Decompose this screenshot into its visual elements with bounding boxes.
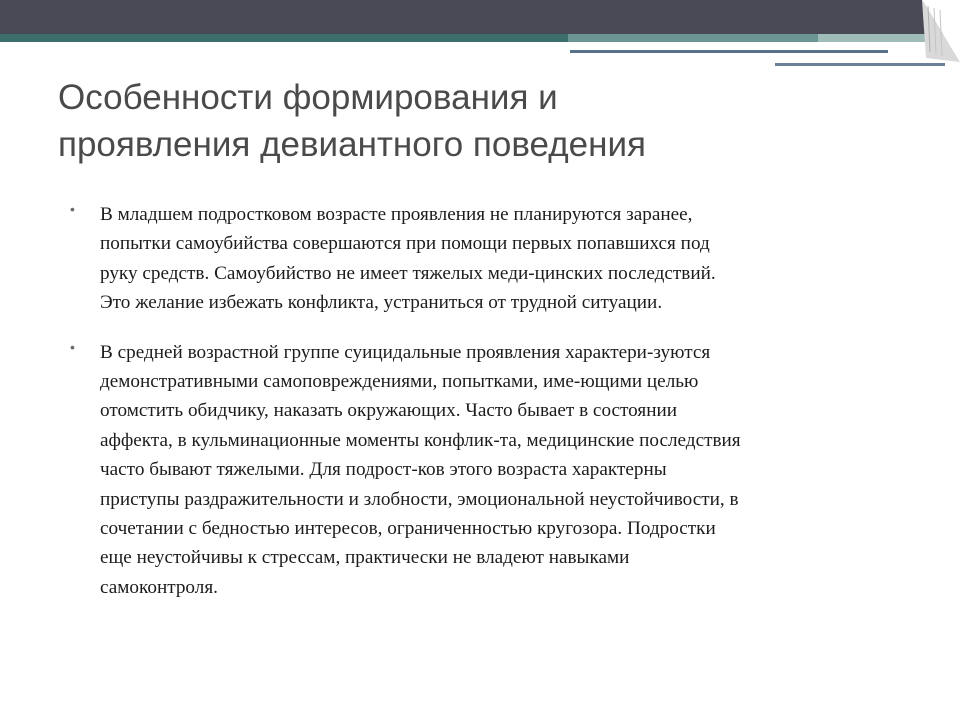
bullet-icon: • bbox=[70, 201, 75, 217]
slide-title bbox=[58, 74, 918, 168]
text-line: В средней возрастной группе суицидальные проявления характери-зуются bbox=[100, 341, 711, 363]
header-teal-band bbox=[0, 34, 568, 42]
text-line: часто бывают тяжелыми. Для подрост-ков этого возраста характерны bbox=[100, 459, 667, 481]
list-item bbox=[70, 338, 910, 603]
text-line: приступы раздражительности и злобности, эмоциональной неустойчивости, в bbox=[100, 488, 739, 510]
text-line: Это желание избежать конфликта, устраниться от трудной ситуации. bbox=[100, 292, 663, 314]
list-item-text bbox=[100, 338, 910, 603]
bullet-icon: • bbox=[70, 338, 75, 355]
list-item-text bbox=[100, 200, 910, 318]
text-line: самоконтроля. bbox=[100, 576, 218, 598]
bullet-list bbox=[70, 200, 910, 622]
text-line: сочетании с бедностью интересов, ограниченностью кругозора. Подростки bbox=[100, 518, 716, 540]
header-accent-rule-secondary bbox=[775, 63, 945, 66]
slide-title-line: Особенности формирования и bbox=[58, 78, 558, 117]
text-line: демонстративными самоповреждениями, попытками, име-ющими целью bbox=[100, 371, 699, 393]
header-teal-band-mid bbox=[568, 34, 818, 42]
text-line: аффекта, в кульминационные моменты конфлик-та, медицинские последствия bbox=[100, 429, 741, 451]
text-line: еще неустойчивы к стрессам, практически не владеют навыками bbox=[100, 547, 630, 569]
text-line: В младшем подростковом возрасте проявления не планируются заранее, bbox=[100, 204, 693, 225]
text-line: попытки самоубийства совершаются при помощи первых попавшихся под bbox=[100, 233, 710, 255]
header-accent-rule bbox=[570, 50, 888, 53]
slide-title-line: проявления девиантного поведения bbox=[58, 125, 646, 164]
page-curl-icon bbox=[922, 0, 960, 62]
list-item bbox=[70, 200, 910, 318]
text-line: руку средств. Самоубийство не имеет тяжелых меди-цинских последствий. bbox=[100, 262, 716, 284]
text-line: отомстить обидчику, наказать окружающих. Часто бывает в состоянии bbox=[100, 400, 678, 422]
header-dark-band bbox=[0, 0, 960, 34]
